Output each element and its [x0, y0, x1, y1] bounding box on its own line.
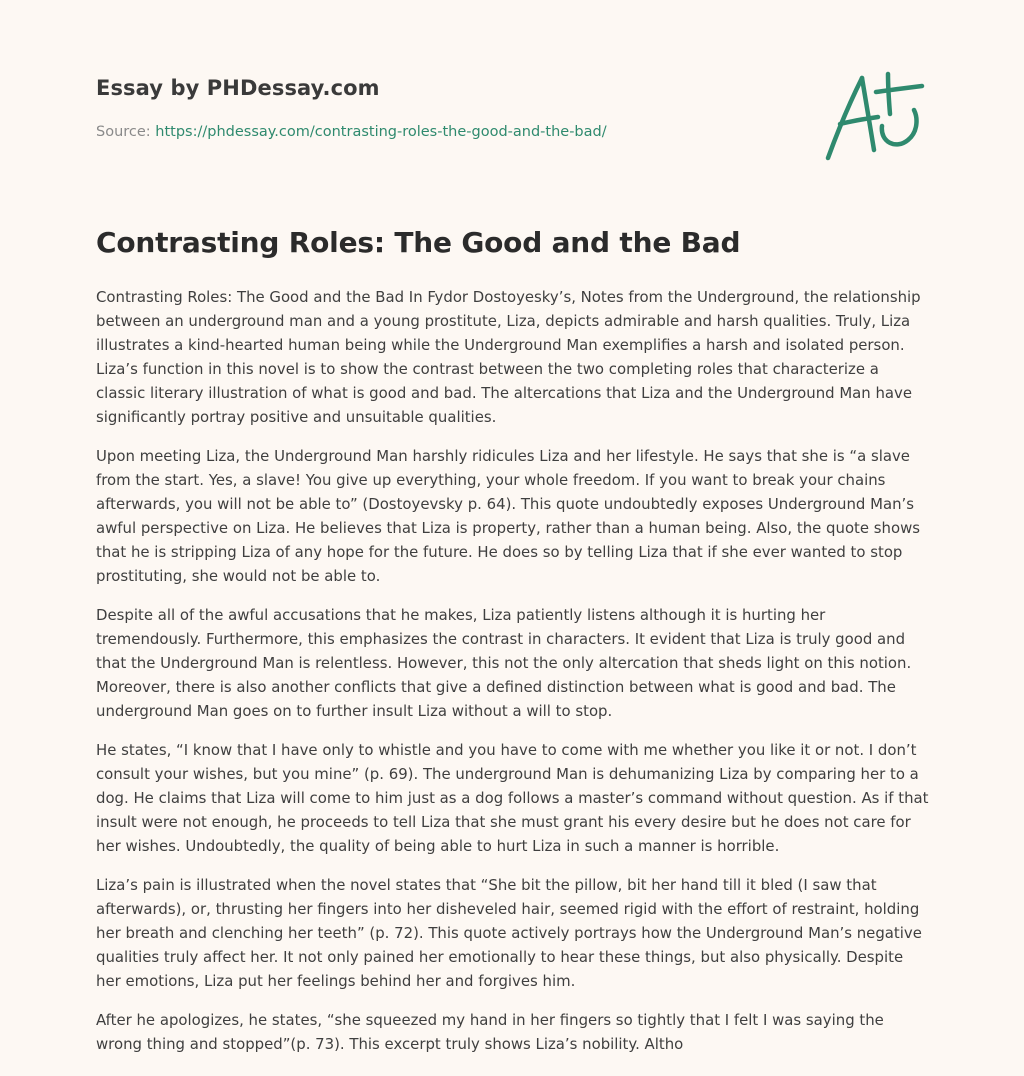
essay-paragraph: Upon meeting Liza, the Underground Man harshly ridicules Liza and her lifestyle. He says that she is “a slave from the start. Yes, a slave! You give up everything, your whole freedom. If you want to break your chains afterwards, you will not be able to” (Dostoyevsky p. 64). This quote undoubtedly exposes Underground Man’s awful perspective on Liza. He believes that Liza is property, rather than a human being. Also, the quote shows that he is stripping Liza of any hope for the future. He does so by telling Liza that if she ever wanted to stop prostituting, she would not be able to.: [96, 447, 921, 585]
essay-paragraph: Despite all of the awful accusations that he makes, Liza patiently listens although it is hurting her tremendously. Furthermore, this emphasizes the contrast in characters. It evident that Liza is truly good and that the Underground Man is relentless. However, this not the only altercation that sheds light on this notion. Moreover, there is also another conflicts that give a defined distinction between what is good and bad. The underground Man goes on to further insult Liza without a will to stop.: [96, 606, 912, 720]
site-title: Essay by PHDessay.com: [96, 76, 380, 100]
essay-paragraph: Liza’s pain is illustrated when the novel states that “She bit the pillow, bit her hand till it bled (I saw that afterwards), or, thrusting her fingers into her disheveled hair, seemed rigid with the effort of restraint, holding her breath and clenching her teeth” (p. 72). This quote actively portrays how the Underground Man’s negative qualities truly affect her. It not only pained her emotionally to hear these things, but also physically. Despite her emotions, Liza put her feelings behind her and forgives him.: [96, 876, 922, 990]
essay-paragraph: He states, “I know that I have only to whistle and you have to come with me whether you like it or not. I don’t consult your wishes, but you mine” (p. 69). The underground Man is dehumanizing Liza by comparing her to a dog. He claims that Liza will come to him just as a dog follows a master’s command without question. As if that insult were not enough, he proceeds to tell Liza that she must grant his every desire but he does not care for her wishes. Undoubtedly, the quality of being able to hurt Liza in such a manner is horrible.: [96, 741, 929, 855]
source-label: Source:: [96, 124, 151, 140]
source-link[interactable]: https://phdessay.com/contrasting-roles-the-good-and-the-bad/: [155, 124, 607, 140]
essay-body: [96, 285, 932, 1071]
essay-title: Contrasting Roles: The Good and the Bad: [96, 226, 741, 259]
a-plus-logo-icon: [818, 66, 930, 166]
source-line: [96, 124, 607, 140]
essay-paragraph: Contrasting Roles: The Good and the Bad In Fydor Dostoyesky’s, Notes from the Underground, the relationship between an underground man and a young prostitute, Liza, depicts admirable and harsh qualities. Truly, Liza illustrates a kind-hearted human being while the Underground Man exemplifies a harsh and isolated person. Liza’s function in this novel is to show the contrast between the two completing roles that characterize a classic literary illustration of what is good and bad. The altercations that Liza and the Underground Man have significantly portray positive and unsuitable qualities.: [96, 288, 921, 426]
essay-paragraph: After he apologizes, he states, “she squeezed my hand in her fingers so tightly that I felt I was saying the wrong thing and stopped”(p. 73). This excerpt truly shows Liza’s nobility. Altho: [96, 1011, 884, 1053]
